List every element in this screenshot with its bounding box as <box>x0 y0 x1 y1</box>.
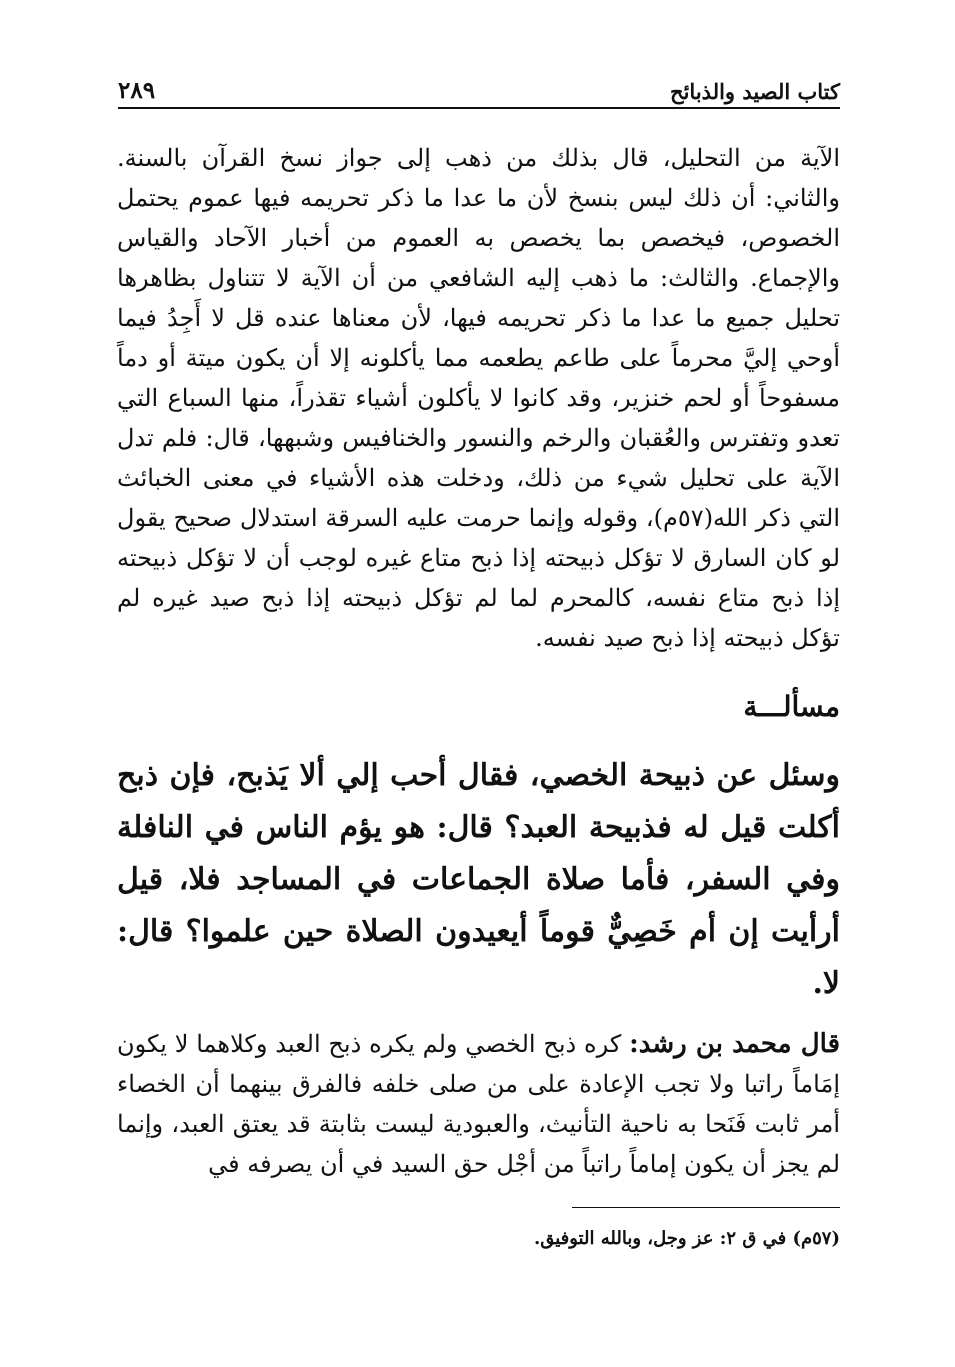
text-block <box>117 138 840 1184</box>
header-rule <box>118 107 840 109</box>
commentary-paragraph: الآية من التحليل، قال بذلك من ذهب إلى جواز نسخ القرآن بالسنة. والثاني: أن ذلك ليس بنسخ لأن ما عدا ما ذكر تحريمه فيها عموم يحتمل الخصوص، فيخصص بما يخصص به العموم من أخبار الآحاد والقياس والإجماع. والثالث: ما ذهب إليه الشافعي من أن الآية لا تتناول بظاهرها تحليل جميع ما عدا ما ذكر تحريمه فيها، لأن معناها عنده قل لا أَجِدُ فيما أوحي إليَّ محرماً على طاعم يطعمه مما يأكلونه إلا أن يكون ميتة أو دماً مسفوحاً أو لحم خنزير، وقد كانوا لا يأكلون أشياء تقذراً، منها السباع التي تعدو وتفترس والعُقبان والرخم والنسور والخنافيس وشبهها، قال: فلم تدل الآية على تحليل شيء من ذلك، ودخلت هذه الأشياء في معنى الخبائث التي ذكر الله(٥٧م)، وقوله وإنما حرمت عليه السرقة استدلال صحيح يقول لو كان السارق لا تؤكل ذبيحته إذا ذبح متاع غيره لوجب أن لا تؤكل ذبيحته إذا ذبح متاع نفسه، كالمحرم لما لم تؤكل ذبيحته إذا ذبح صيد غيره لم تؤكل ذبيحته إذا ذبح صيد نفسه. <box>117 144 841 652</box>
running-title: كتاب الصيد والذبائح <box>670 79 840 104</box>
footnote-rule <box>572 1207 840 1208</box>
ibn-rushd-speaker: قال محمد بن رشد: <box>629 1029 841 1059</box>
ibn-rushd-paragraph <box>117 1024 840 1184</box>
page-number: ٢٨٩ <box>118 77 156 104</box>
footnote: (٥٧م) في ق ٢: عز وجل، وبالله التوفيق. <box>533 1228 840 1249</box>
running-header <box>118 62 840 102</box>
ibn-rushd-text: كره ذبح الخصي ولم يكره ذبح العبد وكلاهما لا يكون إمَاماً راتبا ولا تجب الإعادة على من صلى خلفه فالفرق بينهما أن الخصاء أمر ثابت فَنَحا به ناحية التأنيث، والعبودية ليست بثابتة قد يعتق العبد، وإنما لم يجز أن يكون إماماً راتباً من أجْل حق السيد في أن يصرفه في <box>117 1030 840 1178</box>
main-text-paragraph: وسئل عن ذبيحة الخصي، فقال أحب إلي ألا يَذبح، فإن ذبح أكلت قيل له فذبيحة العبد؟ قال: هو يؤم الناس في النافلة وفي السفر، فأما صلاة الجماعات في المساجد فلا، قيل أرأيت إن أم خَصِيٌّ قوماً أيعيدون الصلاة حين علموا؟ قال: لا. <box>117 758 840 1001</box>
section-heading: مسألـــة <box>743 690 840 723</box>
